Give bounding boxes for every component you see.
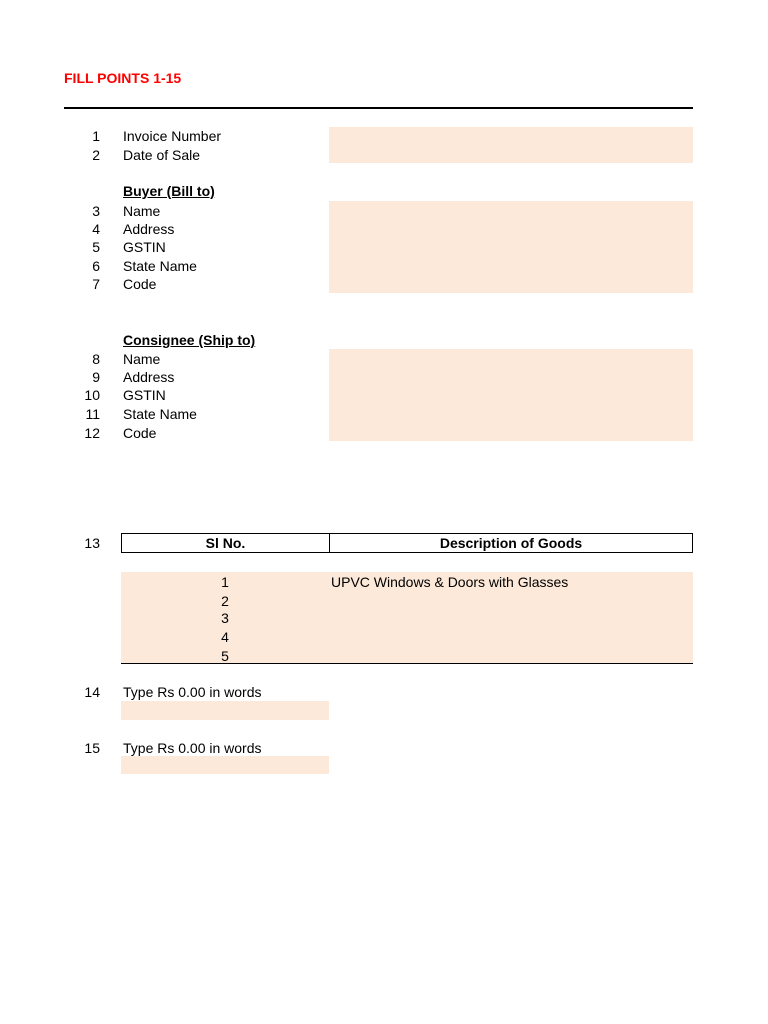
invoice-number-label: Invoice Number	[123, 128, 222, 144]
words-15-input[interactable]	[121, 756, 329, 774]
date-of-sale-label: Date of Sale	[123, 147, 201, 163]
consignee-state-label: State Name	[123, 406, 197, 422]
column-header-sl-no: Sl No.	[122, 534, 330, 552]
goods-row-sl: 4	[221, 629, 229, 645]
page-title: FILL POINTS 1-15	[64, 70, 182, 86]
consignee-name-no: 8	[92, 351, 100, 367]
buyer-heading: Buyer (Bill to)	[123, 183, 215, 199]
consignee-heading: Consignee (Ship to)	[123, 332, 256, 348]
consignee-name-label: Name	[123, 351, 161, 367]
buyer-address-no: 4	[92, 221, 100, 237]
consignee-gstin-no: 10	[84, 387, 100, 403]
buyer-name-label: Name	[123, 203, 161, 219]
buyer-address-label: Address	[123, 221, 175, 237]
date-of-sale-no: 2	[92, 147, 100, 163]
header-divider	[64, 107, 693, 109]
consignee-code-label: Code	[123, 425, 157, 441]
consignee-code-no: 12	[84, 425, 100, 441]
goods-row-sl: 5	[221, 648, 229, 664]
buyer-state-label: State Name	[123, 258, 197, 274]
buyer-input-area[interactable]	[329, 201, 693, 293]
buyer-state-no: 6	[92, 258, 100, 274]
consignee-state-no: 11	[85, 406, 100, 422]
words-14-no: 14	[84, 684, 100, 700]
words-15-label: Type Rs 0.00 in words	[123, 740, 262, 756]
goods-row-sl: 3	[221, 610, 229, 626]
goods-row-sl: 1	[221, 574, 229, 590]
consignee-input-area[interactable]	[329, 349, 693, 441]
words-14-label: Type Rs 0.00 in words	[123, 684, 262, 700]
goods-row-description[interactable]: UPVC Windows & Doors with Glasses	[331, 574, 569, 590]
column-header-description: Description of Goods	[439, 535, 583, 551]
goods-table-header	[121, 533, 693, 553]
goods-table-bottom-border	[121, 663, 693, 664]
words-14-input[interactable]	[121, 701, 329, 720]
consignee-gstin-label: GSTIN	[123, 387, 166, 403]
buyer-code-label: Code	[123, 276, 157, 292]
invoice-number-no: 1	[92, 128, 100, 144]
buyer-code-no: 7	[92, 276, 100, 292]
invoice-input-area[interactable]	[329, 127, 693, 163]
buyer-gstin-label: GSTIN	[123, 239, 166, 255]
consignee-address-label: Address	[123, 369, 175, 385]
consignee-address-no: 9	[92, 369, 100, 385]
goods-row-sl: 2	[221, 593, 229, 609]
buyer-name-no: 3	[92, 203, 100, 219]
goods-no: 13	[84, 535, 100, 551]
buyer-gstin-no: 5	[92, 239, 100, 255]
words-15-no: 15	[84, 740, 100, 756]
